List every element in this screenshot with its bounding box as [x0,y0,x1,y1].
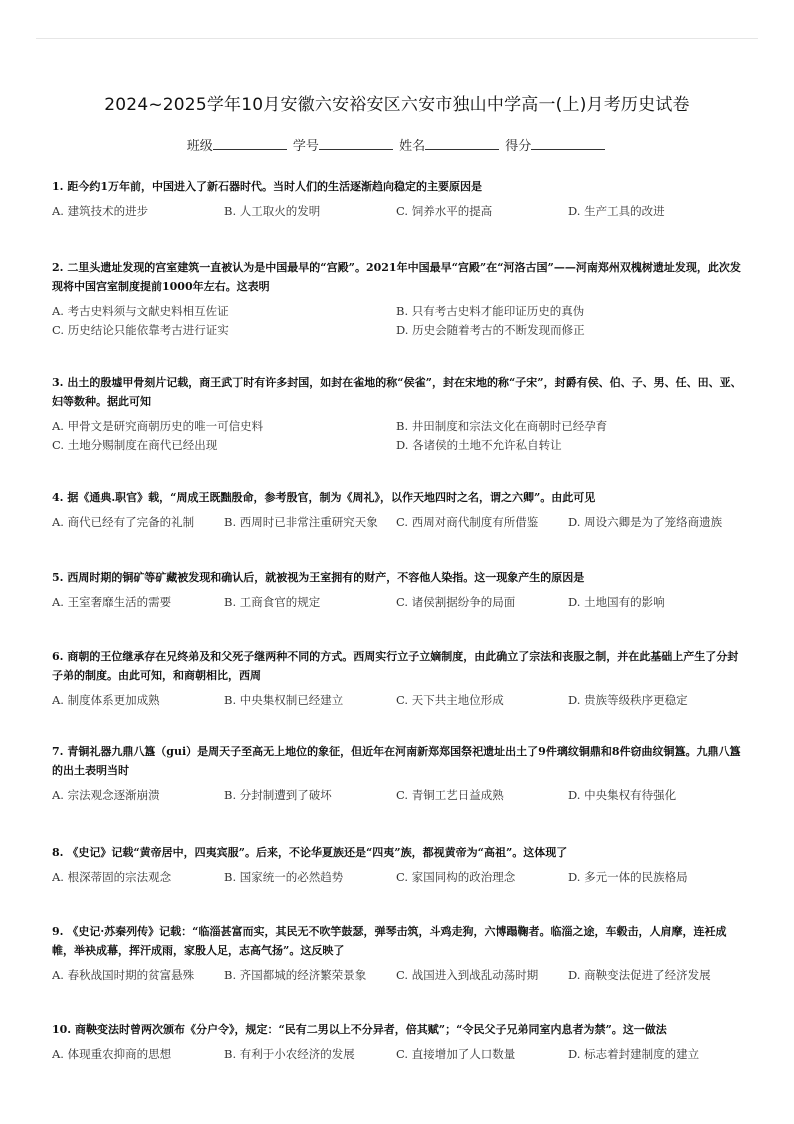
option-a: A. 体现重农抑商的思想 [52,1047,172,1061]
class-field [187,135,289,154]
option-a: A. 考古史料须与文献史料相互佐证 [52,304,229,318]
score-field [505,135,607,154]
option-d: D. 标志着封建制度的建立 [568,1047,700,1061]
option-a: A. 甲骨文是研究商朝历史的唯一可信史料 [52,419,264,433]
option-c: C. 直接增加了人口数量 [396,1047,516,1061]
option-c: C. 天下共主地位形成 [396,693,504,707]
question-stem: 4. 据《通典.职官》载，“周成王既黜殷命，参考殷官，制为《周礼》，以作天地四时之名，谓之六卿”。由此可见 [52,491,596,504]
student-info-line [0,135,794,154]
option-list [52,786,742,805]
question-stem: 6. 商朝的王位继承存在兄终弟及和父死子继两种不同的方式。西周实行立子立嫡制度，由此确立了宗法和丧服之制，并在此基础上产生了分封子弟的制度。由此可知，和商朝相比，西周 [52,650,739,682]
option-a: A. 制度体系更加成熟 [52,693,160,707]
question-3 [52,373,742,455]
option-list [52,417,742,455]
option-b: B. 齐国都城的经济繁荣景象 [224,968,367,982]
option-a: A. 春秋战国时期的贫富悬殊 [52,968,195,982]
option-d: D. 商鞅变法促进了经济发展 [568,968,711,982]
option-d: D. 周设六卿是为了笼络商遗族 [568,515,723,529]
option-d: D. 土地国有的影响 [568,595,665,609]
name-blank [425,137,499,150]
question-7 [52,742,742,805]
question-stem: 8. 《史记》记载“黄帝居中，四夷宾服”。后来，不论华夏族还是“四夷”族，都视黄帝为“高祖”。这体现了 [52,846,568,859]
name-label: 姓名 [399,139,426,154]
option-c: C. 饲养水平的提高 [396,204,493,218]
option-d: D. 各诸侯的土地不允许私自转让 [396,438,562,452]
option-list [52,593,742,612]
option-c: C. 战国进入到战乱动荡时期 [396,968,539,982]
option-c: C. 诸侯割据纷争的局面 [396,595,516,609]
header-divider [36,38,758,39]
option-b: B. 有利于小农经济的发展 [224,1047,355,1061]
question-stem: 5. 西周时期的铜矿等矿藏被发现和确认后，就被视为王室拥有的财产，不容他人染指。这一现象产生的原因是 [52,571,585,584]
class-blank [213,137,287,150]
question-stem: 9. 《史记·苏秦列传》记载：“临淄甚富而实，其民无不吹竽鼓瑟，弹琴击筑，斗鸡走狗，六博蹋鞠者。临淄之途，车毂击，人肩摩，连衽成帷，举袂成幕，挥汗成雨，家殷人足，志高气扬”。这反映了 [52,925,727,957]
option-a: A. 王室奢靡生活的需要 [52,595,172,609]
class-label: 班级 [186,139,213,154]
question-9 [52,922,742,985]
question-10 [52,1020,742,1064]
question-8 [52,843,742,887]
name-field [399,135,501,154]
score-label: 得分 [505,139,532,154]
option-b: B. 只有考古史料才能印证历史的真伪 [396,304,585,318]
option-a: A. 根深蒂固的宗法观念 [52,870,172,884]
question-stem: 3. 出土的殷墟甲骨刻片记载，商王武丁时有许多封国，如封在雀地的称“侯雀”，封在宋地的称“子宋”，封爵有侯、伯、子、男、任、田、亚、妇等数种。据此可知 [52,376,742,408]
option-d: D. 多元一体的民族格局 [568,870,688,884]
option-b: B. 分封制遭到了破坏 [224,788,332,802]
option-list [52,202,742,221]
option-list [52,966,742,985]
option-b: B. 井田制度和宗法文化在商朝时已经孕育 [396,419,608,433]
option-a: A. 建筑技术的进步 [52,204,149,218]
page-title: 2024~2025学年10月安徽六安裕安区六安市独山中学高一(上)月考历史试卷 [104,95,690,115]
option-c: C. 青铜工艺日益成熟 [396,788,504,802]
option-b: B. 中央集权制已经建立 [224,693,344,707]
option-c: C. 家国同构的政治理念 [396,870,516,884]
question-1 [52,177,742,221]
question-6 [52,647,742,710]
student-id-field [293,135,395,154]
student-id-label: 学号 [292,139,319,154]
option-d: D. 生产工具的改进 [568,204,665,218]
option-c: C. 土地分赐制度在商代已经出现 [52,438,218,452]
option-d: D. 贵族等级秩序更稳定 [568,693,688,707]
question-stem: 10. 商鞅变法时曾两次颁布《分户令》，规定：“民有二男以上不分异者，倍其赋”；“令民父子兄弟同室内息者为禁”。这一做法 [52,1023,667,1036]
question-5 [52,568,742,612]
option-list [52,513,742,532]
option-list [52,302,742,340]
option-d: D. 中央集权有待强化 [568,788,677,802]
option-a: A. 宗法观念逐渐崩溃 [52,788,160,802]
option-d: D. 历史会随着考古的不断发现而修正 [396,323,585,337]
option-c: C. 历史结论只能依靠考古进行证实 [52,323,229,337]
question-4 [52,488,742,532]
option-list [52,691,742,710]
option-list [52,1045,742,1064]
option-list [52,868,742,887]
option-c: C. 西周对商代制度有所借鉴 [396,515,539,529]
question-stem: 7. 青铜礼器九鼎八簋（gui）是周天子至高无上地位的象征，但近年在河南新郑郑国祭祀遗址出土了9件璃纹铜鼎和8件窃曲纹铜簋。九鼎八簋的出土表明当时 [52,745,741,777]
option-b: B. 国家统一的必然趋势 [224,870,344,884]
question-stem: 1. 距今约1万年前，中国进入了新石器时代。当时人们的生活逐渐趋向稳定的主要原因是 [52,180,482,193]
option-b: B. 人工取火的发明 [224,204,321,218]
option-b: B. 工商食官的规定 [224,595,321,609]
student-id-blank [319,137,393,150]
question-2 [52,258,742,340]
score-blank [531,137,605,150]
option-b: B. 西周时已非常注重研究天象 [224,515,378,529]
option-a: A. 商代已经有了完备的礼制 [52,515,195,529]
question-stem: 2. 二里头遗址发现的宫室建筑一直被认为是中国最早的“宫殿”。2021年中国最早“宫殿”在“河洛古国”——河南郑州双槐树遗址发现，此次发现将中国宫室制度提前1000年左右。这表明 [52,261,741,293]
